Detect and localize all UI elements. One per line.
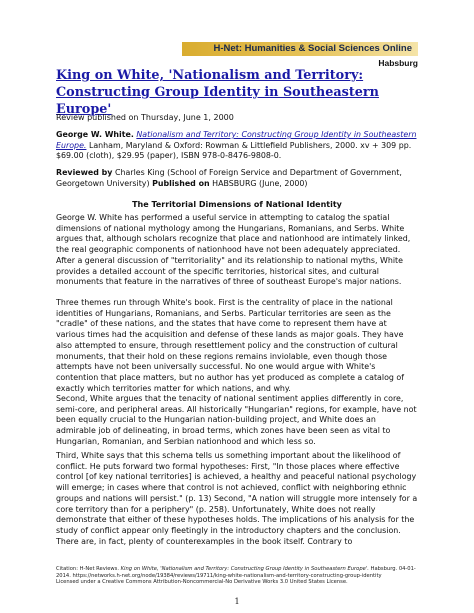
book-title-link[interactable]: Nationalism and Territory: Constructing Group Identity in Southeastern Europe.: [56, 130, 417, 150]
footer-citation: [56, 566, 418, 586]
review-title-link[interactable]: King on White, 'Nationalism and Territory: Constructing Group Identity in Southeastern Europe': [56, 68, 379, 117]
publication-date: Review published on Thursday, June 1, 2000: [56, 113, 234, 122]
page-number: 1: [234, 597, 240, 606]
network-name: Habsburg: [378, 58, 418, 68]
body-paragraph: George W. White has performed a useful service in attempting to catalog the spatial dimensions of national mythology among the Hungarians, Romanians, and Serbs. White argues that, although scholars recognize that place and nationhood are intimately linked, the real geographic components of nationhood have not been adequately appreciated. After a general discussion of "territoriality" and its relationship to national myths, White provides a detailed account of the specific territories, historical sites, and cultural monuments that feature in the narratives of three of southeast Europe's major nations.: [56, 213, 411, 287]
section-heading: The Territorial Dimensions of National Identity: [132, 200, 342, 209]
book-author: George W. White.: [56, 130, 134, 139]
reviewer-info: [56, 168, 418, 189]
body-paragraph: Third, White says that this schema tells us something important about the likelihood of conflict. He puts forward two formal hypotheses: First, "In those places where effective control [of key national territories] is achieved, a healthy and peaceful national psychology will emerge; in cases where that control is not achieved, conflict with neighboring ethnic groups and nations will persist." (p. 13) Second, "A nation will struggle more intensely for a core territory than for a periphery" (p. 258). Unfortunately, White does not really demonstrate that either of these hypotheses holds. The implications of his analysis for the study of conflict appear only fleetingly in the introductory chapters and the conclusion. There are, in fact, plenty of counterexamples in the book itself. Contrary to: [56, 451, 418, 546]
hnet-banner: [182, 42, 418, 56]
body-paragraph: Second, White argues that the tenacity of national sentiment applies differently in core, semi-core, and peripheral areas. All historically "Hungarian" regions, for example, have not been equally crucial to the Hungarian nation-building project, and White does an admirable job of delineating, in broad terms, which zones have been seen as vital to Hungarian, Romanian, and Serbian nationhood and which less so.: [56, 394, 417, 446]
citation-title: King on White, 'Nationalism and Territory: Constructing Group Identity in Southeastern Europe'.: [120, 566, 369, 572]
citation-prefix: Citation: H-Net Reviews.: [56, 566, 119, 572]
citation-url[interactable]: Habsburg. 04-01-2014. https://networks.h-net.org/node/19384/reviews/19711/king-white-nationalism-and-territory-constructing-group-identity: [56, 566, 416, 579]
body-paragraph: Three themes run through White's book. First is the centrality of place in the national identities of Hungarians, Romanians, and Serbs. Particular territories are seen as the "cradle" of these nations, and the states that have come to represent them have at various times had the acquisition and defense of these lands as major goals. They have also attempted to ensure, through resettlement policy and the construction of cultural monuments, that their hold on these regions remains inviolable, even though those attempts have not been universally successful. No one would argue with White's contention that place matters, but no author has yet produced as complete a catalog of exactly which territories matter for which nations, and why.: [56, 298, 405, 393]
published-on-value: HABSBURG (June, 2000): [212, 178, 308, 188]
license-text: Licensed under a Creative Commons Attribution-Noncommercial-No Derivative Works 3.0 United States License.: [56, 579, 348, 586]
published-on-label: Published on: [152, 178, 210, 188]
book-details: Lanham, Maryland & Oxford: Rowman & Littlefield Publishers, 2000. xv + 309 pp. $69.00 (cloth), $29.95 (paper), ISBN 978-0-8476-9808-0.: [56, 140, 412, 161]
hnet-banner-text: H-Net: Humanities & Social Sciences Online: [213, 43, 412, 54]
reviewer-name: Charles King (School of Foreign Service and Department of Government, Georgetown University): [56, 168, 402, 188]
book-citation: [56, 130, 418, 162]
reviewed-by-label: Reviewed by: [56, 168, 113, 177]
